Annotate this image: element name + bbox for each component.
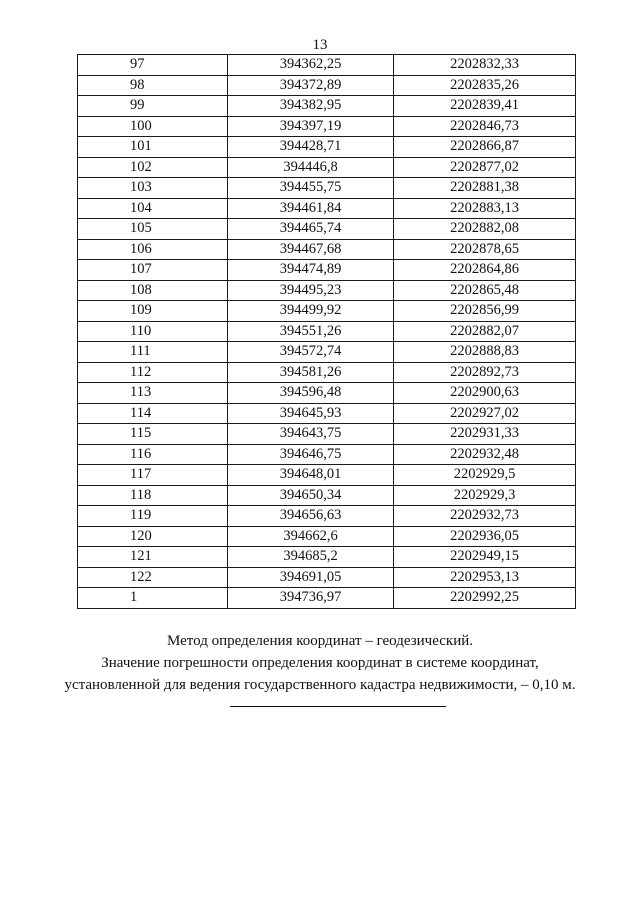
accuracy-note-line-1: Значение погрешности определения координат в системе координат, bbox=[101, 655, 539, 671]
x-coordinate-cell: 394581,26 bbox=[228, 362, 394, 383]
y-coordinate-cell: 2202929,3 bbox=[394, 485, 576, 506]
y-coordinate-cell: 2202846,73 bbox=[394, 116, 576, 137]
x-coordinate-cell: 394645,93 bbox=[228, 403, 394, 424]
table-row bbox=[78, 588, 576, 609]
table-row bbox=[78, 198, 576, 219]
y-coordinate-cell: 2202877,02 bbox=[394, 157, 576, 178]
x-coordinate-cell: 394474,89 bbox=[228, 260, 394, 281]
x-coordinate-cell: 394362,25 bbox=[228, 55, 394, 76]
y-coordinate-cell: 2202882,08 bbox=[394, 219, 576, 240]
y-coordinate-cell: 2202936,05 bbox=[394, 526, 576, 547]
x-coordinate-cell: 394397,19 bbox=[228, 116, 394, 137]
x-coordinate-cell: 394572,74 bbox=[228, 342, 394, 363]
y-coordinate-cell: 2202835,26 bbox=[394, 75, 576, 96]
table-row bbox=[78, 342, 576, 363]
table-row bbox=[78, 485, 576, 506]
point-number-cell: 115 bbox=[78, 424, 228, 445]
y-coordinate-cell: 2202932,48 bbox=[394, 444, 576, 465]
point-number-cell: 109 bbox=[78, 301, 228, 322]
table-row bbox=[78, 547, 576, 568]
x-coordinate-cell: 394446,8 bbox=[228, 157, 394, 178]
y-coordinate-cell: 2202865,48 bbox=[394, 280, 576, 301]
table-row bbox=[78, 465, 576, 486]
table-row bbox=[78, 239, 576, 260]
table-row bbox=[78, 567, 576, 588]
y-coordinate-cell: 2202839,41 bbox=[394, 96, 576, 117]
x-coordinate-cell: 394685,2 bbox=[228, 547, 394, 568]
y-coordinate-cell: 2202882,07 bbox=[394, 321, 576, 342]
x-coordinate-cell: 394648,01 bbox=[228, 465, 394, 486]
y-coordinate-cell: 2202878,65 bbox=[394, 239, 576, 260]
point-number-cell: 113 bbox=[78, 383, 228, 404]
end-divider-line bbox=[230, 706, 446, 707]
y-coordinate-cell: 2202832,33 bbox=[394, 55, 576, 76]
point-number-cell: 111 bbox=[78, 342, 228, 363]
table-row bbox=[78, 178, 576, 199]
y-coordinate-cell: 2202932,73 bbox=[394, 506, 576, 527]
method-note: Метод определения координат – геодезический. bbox=[167, 633, 473, 649]
page-number: 13 bbox=[312, 37, 328, 53]
point-number-cell: 103 bbox=[78, 178, 228, 199]
table-row bbox=[78, 116, 576, 137]
x-coordinate-cell: 394551,26 bbox=[228, 321, 394, 342]
x-coordinate-cell: 394643,75 bbox=[228, 424, 394, 445]
coordinates-table-body bbox=[78, 55, 576, 609]
table-row bbox=[78, 444, 576, 465]
point-number-cell: 112 bbox=[78, 362, 228, 383]
y-coordinate-cell: 2202881,38 bbox=[394, 178, 576, 199]
x-coordinate-cell: 394372,89 bbox=[228, 75, 394, 96]
table-row bbox=[78, 506, 576, 527]
table-row bbox=[78, 280, 576, 301]
point-number-cell: 99 bbox=[78, 96, 228, 117]
point-number-cell: 120 bbox=[78, 526, 228, 547]
table-row bbox=[78, 55, 576, 76]
y-coordinate-cell: 2202992,25 bbox=[394, 588, 576, 609]
y-coordinate-cell: 2202931,33 bbox=[394, 424, 576, 445]
table-row bbox=[78, 362, 576, 383]
point-number-cell: 107 bbox=[78, 260, 228, 281]
x-coordinate-cell: 394455,75 bbox=[228, 178, 394, 199]
y-coordinate-cell: 2202888,83 bbox=[394, 342, 576, 363]
x-coordinate-cell: 394499,92 bbox=[228, 301, 394, 322]
table-row bbox=[78, 157, 576, 178]
point-number-cell: 119 bbox=[78, 506, 228, 527]
y-coordinate-cell: 2202900,63 bbox=[394, 383, 576, 404]
table-row bbox=[78, 526, 576, 547]
point-number-cell: 98 bbox=[78, 75, 228, 96]
point-number-cell: 100 bbox=[78, 116, 228, 137]
x-coordinate-cell: 394650,34 bbox=[228, 485, 394, 506]
x-coordinate-cell: 394495,23 bbox=[228, 280, 394, 301]
point-number-cell: 116 bbox=[78, 444, 228, 465]
table-row bbox=[78, 321, 576, 342]
x-coordinate-cell: 394382,95 bbox=[228, 96, 394, 117]
x-coordinate-cell: 394465,74 bbox=[228, 219, 394, 240]
table-row bbox=[78, 383, 576, 404]
x-coordinate-cell: 394646,75 bbox=[228, 444, 394, 465]
point-number-cell: 104 bbox=[78, 198, 228, 219]
y-coordinate-cell: 2202953,13 bbox=[394, 567, 576, 588]
point-number-cell: 97 bbox=[78, 55, 228, 76]
y-coordinate-cell: 2202892,73 bbox=[394, 362, 576, 383]
table-row bbox=[78, 96, 576, 117]
point-number-cell: 117 bbox=[78, 465, 228, 486]
y-coordinate-cell: 2202927,02 bbox=[394, 403, 576, 424]
x-coordinate-cell: 394461,84 bbox=[228, 198, 394, 219]
y-coordinate-cell: 2202856,99 bbox=[394, 301, 576, 322]
accuracy-note-line-2: установленной для ведения государственного кадастра недвижимости, – 0,10 м. bbox=[64, 677, 576, 693]
table-row bbox=[78, 424, 576, 445]
y-coordinate-cell: 2202929,5 bbox=[394, 465, 576, 486]
y-coordinate-cell: 2202864,86 bbox=[394, 260, 576, 281]
table-row bbox=[78, 75, 576, 96]
table-row bbox=[78, 301, 576, 322]
x-coordinate-cell: 394656,63 bbox=[228, 506, 394, 527]
y-coordinate-cell: 2202883,13 bbox=[394, 198, 576, 219]
point-number-cell: 110 bbox=[78, 321, 228, 342]
point-number-cell: 121 bbox=[78, 547, 228, 568]
x-coordinate-cell: 394691,05 bbox=[228, 567, 394, 588]
y-coordinate-cell: 2202866,87 bbox=[394, 137, 576, 158]
x-coordinate-cell: 394428,71 bbox=[228, 137, 394, 158]
point-number-cell: 114 bbox=[78, 403, 228, 424]
x-coordinate-cell: 394596,48 bbox=[228, 383, 394, 404]
table-row bbox=[78, 260, 576, 281]
notes-block bbox=[0, 630, 640, 696]
point-number-cell: 101 bbox=[78, 137, 228, 158]
coordinates-table bbox=[77, 54, 576, 609]
x-coordinate-cell: 394736,97 bbox=[228, 588, 394, 609]
point-number-cell: 108 bbox=[78, 280, 228, 301]
x-coordinate-cell: 394467,68 bbox=[228, 239, 394, 260]
y-coordinate-cell: 2202949,15 bbox=[394, 547, 576, 568]
point-number-cell: 105 bbox=[78, 219, 228, 240]
point-number-cell: 118 bbox=[78, 485, 228, 506]
table-row bbox=[78, 137, 576, 158]
table-row bbox=[78, 219, 576, 240]
table-row bbox=[78, 403, 576, 424]
x-coordinate-cell: 394662,6 bbox=[228, 526, 394, 547]
point-number-cell: 1 bbox=[78, 588, 228, 609]
point-number-cell: 122 bbox=[78, 567, 228, 588]
point-number-cell: 102 bbox=[78, 157, 228, 178]
point-number-cell: 106 bbox=[78, 239, 228, 260]
